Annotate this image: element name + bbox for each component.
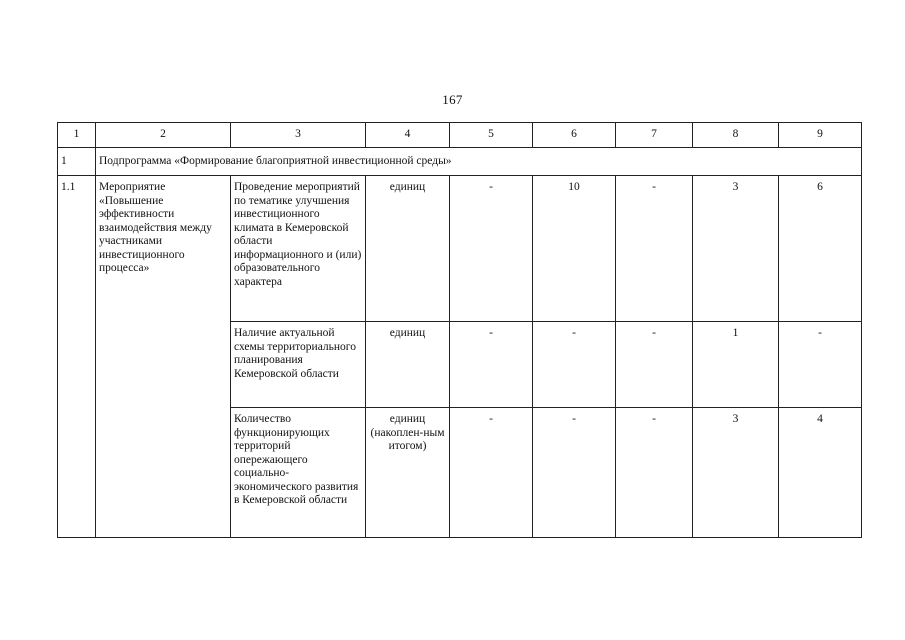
indicator-value: 1 xyxy=(693,322,779,408)
indicator-unit: единиц xyxy=(366,176,450,322)
indicator-value: - xyxy=(616,322,693,408)
column-header: 8 xyxy=(693,123,779,148)
indicator-name: Проведение мероприятий по тематике улучшения инвестиционного климата в Кемеровской области информационного и (или) образовательного характера xyxy=(231,176,366,322)
subprogram-number: 1 xyxy=(58,148,96,176)
indicator-value: - xyxy=(450,408,533,538)
column-header: 3 xyxy=(231,123,366,148)
indicator-unit: единиц (накоплен-ным итогом) xyxy=(366,408,450,538)
indicator-value: - xyxy=(616,176,693,322)
page-number: 167 xyxy=(442,92,463,107)
indicator-value: 3 xyxy=(693,408,779,538)
column-header: 5 xyxy=(450,123,533,148)
column-header: 9 xyxy=(779,123,862,148)
column-header: 2 xyxy=(96,123,231,148)
indicator-value: - xyxy=(533,322,616,408)
indicator-name: Наличие актуальной схемы территориального планирования Кемеровской области xyxy=(231,322,366,408)
indicator-value: - xyxy=(533,408,616,538)
indicator-value: 10 xyxy=(533,176,616,322)
column-header: 7 xyxy=(616,123,693,148)
indicator-unit: единиц xyxy=(366,322,450,408)
column-header: 4 xyxy=(366,123,450,148)
column-header: 6 xyxy=(533,123,616,148)
indicator-value: - xyxy=(450,176,533,322)
indicator-value: - xyxy=(450,322,533,408)
indicator-value: - xyxy=(779,322,862,408)
indicator-value: - xyxy=(616,408,693,538)
indicator-value: 3 xyxy=(693,176,779,322)
table-row xyxy=(58,176,862,322)
subprogram-row xyxy=(58,148,862,176)
event-name: Мероприятие «Повышение эффективности взаимодействия между участниками инвестиционного процесса» xyxy=(96,176,231,538)
indicator-name: Количество функционирующих территорий опережающего социально-экономического развития в Кемеровской области xyxy=(231,408,366,538)
column-header: 1 xyxy=(58,123,96,148)
indicator-value: 6 xyxy=(779,176,862,322)
event-number: 1.1 xyxy=(58,176,96,538)
subprogram-title: Подпрограмма «Формирование благоприятной инвестиционной среды» xyxy=(96,148,862,176)
indicators-table xyxy=(57,122,862,538)
indicator-value: 4 xyxy=(779,408,862,538)
column-number-row xyxy=(58,123,862,148)
